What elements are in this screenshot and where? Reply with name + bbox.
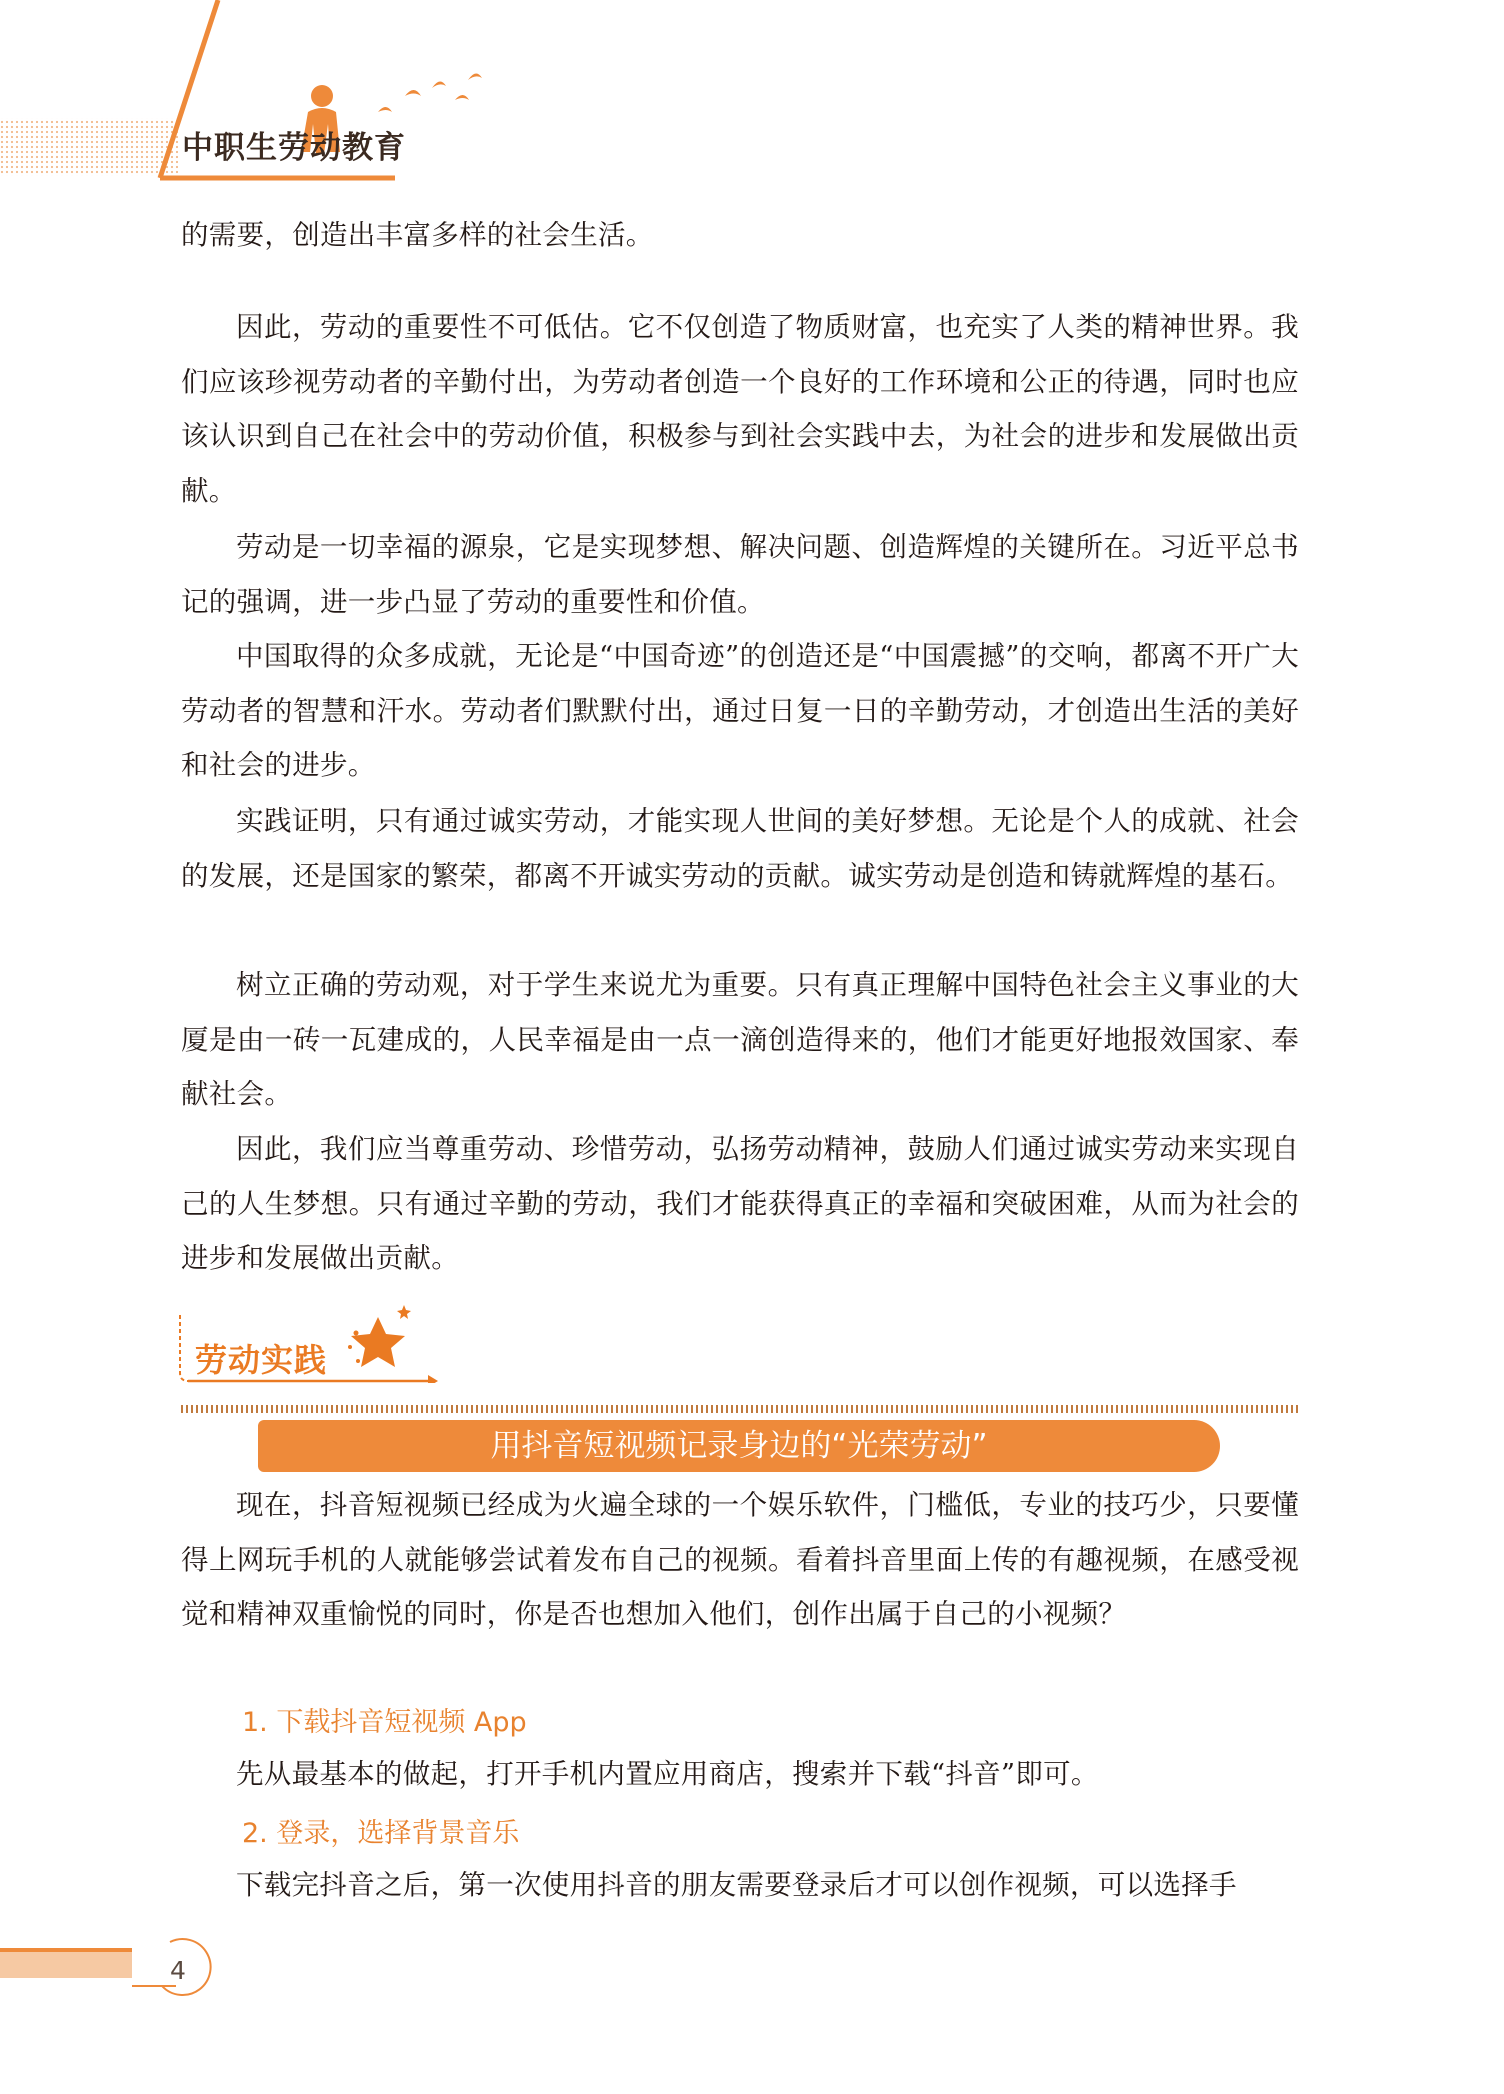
- book-title: 中职生劳动教育: [182, 130, 406, 166]
- paragraph-respect-labor: 因此，我们应当尊重劳动、珍惜劳动，弘扬劳动精神，鼓励人们通过诚实劳动来实现自己的人生梦想。只有通过辛勤的劳动，我们才能获得真正的幸福和突破困难，从而为社会的进步和发展做出贡献。: [181, 1133, 1299, 1275]
- dotted-texture: [0, 118, 178, 176]
- dotted-divider: [181, 1405, 1299, 1413]
- star-icon: [348, 1305, 411, 1367]
- arrow-icon: [428, 1375, 438, 1383]
- paragraph-labor-view: 树立正确的劳动观，对于学生来说尤为重要。只有真正理解中国特色社会主义事业的大厦是由一砖一瓦建成的，人民幸福是由一点一滴创造得来的，他们才能更好地报效国家、奉献社会。: [181, 969, 1299, 1111]
- paragraph-continuation: 的需要，创造出丰富多样的社会生活。: [181, 219, 654, 251]
- section-label: 劳动实践: [195, 1341, 328, 1379]
- step-title-login: 2. 登录，选择背景音乐: [242, 1818, 520, 1849]
- footer-decoration: [0, 1928, 260, 2008]
- footer-bar: [0, 1950, 132, 1978]
- step-title-download: 1. 下载抖音短视频 App: [242, 1707, 527, 1738]
- birds-icon: [378, 73, 482, 112]
- paragraph-china-achievements: 中国取得的众多成就，无论是“中国奇迹”的创造还是“中国震撼”的交响，都离不开广大劳动者的智慧和汗水。劳动者们默默付出，通过日复一日的辛勤劳动，才创造出生活的美好和社会的进步。: [181, 640, 1299, 782]
- activity-title: 用抖音短视频记录身边的“光荣劳动”: [490, 1428, 988, 1464]
- practice-intro: 现在，抖音短视频已经成为火遍全球的一个娱乐软件，门槛低，专业的技巧少，只要懂得上网玩手机的人就能够尝试着发布自己的视频。看着抖音里面上传的有趣视频，在感受视觉和精神双重愉悦的同时，你是否也想加入他们，创作出属于自己的小视频？: [181, 1489, 1299, 1631]
- step-text-download: 先从最基本的做起，打开手机内置应用商店，搜索并下载“抖音”即可。: [236, 1758, 1099, 1790]
- page-number: 4: [170, 1956, 186, 1985]
- paragraph-happiness-source: 劳动是一切幸福的源泉，它是实现梦想、解决问题、创造辉煌的关键所在。习近平总书记的强调，进一步凸显了劳动的重要性和价值。: [181, 531, 1299, 618]
- paragraph-labor-importance: 因此，劳动的重要性不可低估。它不仅创造了物质财富，也充实了人类的精神世界。我们应该珍视劳动者的辛勤付出，为劳动者创造一个良好的工作环境和公正的待遇，同时也应该认识到自己在社会中的劳动价值，积极参与到社会实践中去，为社会的进步和发展做出贡献。: [181, 311, 1299, 507]
- step-text-login: 下载完抖音之后，第一次使用抖音的朋友需要登录后才可以创作视频，可以选择手: [236, 1869, 1237, 1901]
- paragraph-honest-labor: 实践证明，只有通过诚实劳动，才能实现人世间的美好梦想。无论是个人的成就、社会的发展，还是国家的繁荣，都离不开诚实劳动的贡献。诚实劳动是创造和铸就辉煌的基石。: [181, 805, 1299, 892]
- header-decoration: [0, 0, 520, 200]
